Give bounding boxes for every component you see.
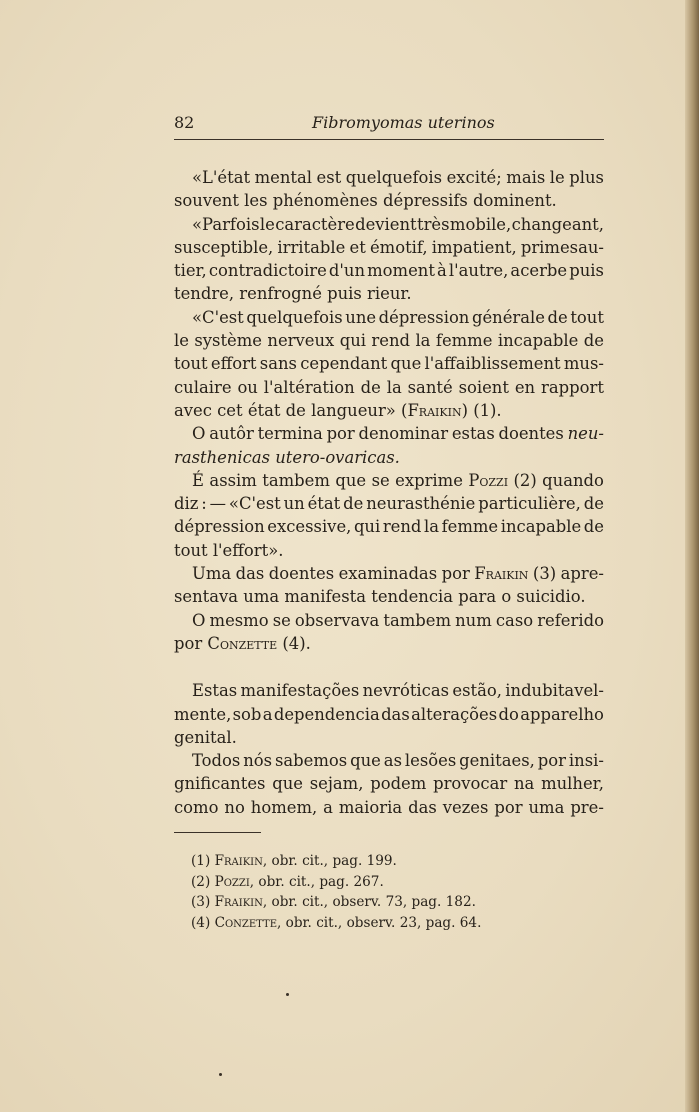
text-line: «C'est quelquefois une dépression générale de tout — [192, 307, 604, 327]
paper-speck — [286, 993, 289, 996]
text-line: susceptible, irritable et émotif, impatient, primesau- — [174, 237, 604, 257]
text-line: culaire ou l'altération de la santé soient en rapport — [174, 377, 604, 397]
text-line: diz : — «C'est un état de neurasthénie particulière, de — [174, 494, 604, 514]
text-line: tendre, renfrogné puis rieur. — [174, 284, 412, 304]
page-number: 82 — [174, 113, 195, 132]
book-spine-shadow — [685, 0, 699, 1112]
footnotes — [191, 851, 611, 933]
page-header — [174, 113, 604, 140]
text-line: le système nerveux qui rend la femme incapable de — [174, 331, 604, 351]
text-line: mente, sob a dependencia das alterações do apparelho — [174, 704, 604, 724]
footnote: (3) Fraikin, obr. cit., observ. 73, pag. 182. — [191, 894, 476, 910]
text-line: tier, contradictoire d'un moment à l'autre, acerbe puis — [174, 261, 604, 281]
text-line: sentava uma manifesta tendencia para o suicidio. — [174, 587, 586, 607]
text-line: O mesmo se observava tambem num caso referido — [192, 610, 604, 630]
text-line: Todos nós sabemos que as lesões genitaes, por insi- — [192, 751, 604, 771]
paper-speck — [219, 1073, 222, 1076]
body-text — [174, 166, 604, 819]
text-line: por Conzette (4). — [174, 633, 311, 653]
text-line: dépression excessive, qui rend la femme incapable de — [174, 517, 604, 537]
footnote: (1) Fraikin, obr. cit., pag. 199. — [191, 853, 397, 869]
text-line: tout l'effort». — [174, 540, 284, 560]
text-line: rasthenicas utero-ovaricas. — [174, 447, 400, 467]
footnote: (4) Conzette, obr. cit., observ. 23, pag. 64. — [191, 914, 482, 931]
text-line: O autôr termina por denominar estas doentes neu- — [192, 424, 604, 444]
text-line: tout effort sans cependant que l'affaiblissement mus- — [174, 354, 604, 374]
footnote: (2) Pozzi, obr. cit., pag. 267. — [191, 873, 384, 890]
text-line: É assim tambem que se exprime Pozzi (2) quando — [192, 470, 604, 490]
text-line: souvent les phénomènes dépressifs dominent. — [174, 191, 557, 211]
text-line: Estas manifestações nevróticas estão, indubitavel- — [192, 681, 604, 701]
text-line: «L'état mental est quelquefois excité; mais le plus — [192, 168, 604, 187]
text-line: «Parfois le caractère devient très mobile, changeant, — [192, 214, 604, 234]
text-line: genital. — [174, 727, 237, 747]
footnote-rule — [174, 832, 261, 833]
text-line: avec cet état de langueur» (Fraikin) (1). — [174, 400, 502, 420]
text-line: gnificantes que sejam, podem provocar na mulher, — [174, 774, 604, 794]
section-break — [174, 655, 604, 679]
running-title: Fibromyomas uterinos — [312, 113, 495, 132]
text-line: Uma das doentes examinadas por Fraikin (3) apre- — [192, 564, 604, 584]
text-line: como no homem, a maioria das vezes por uma pre- — [174, 797, 604, 817]
